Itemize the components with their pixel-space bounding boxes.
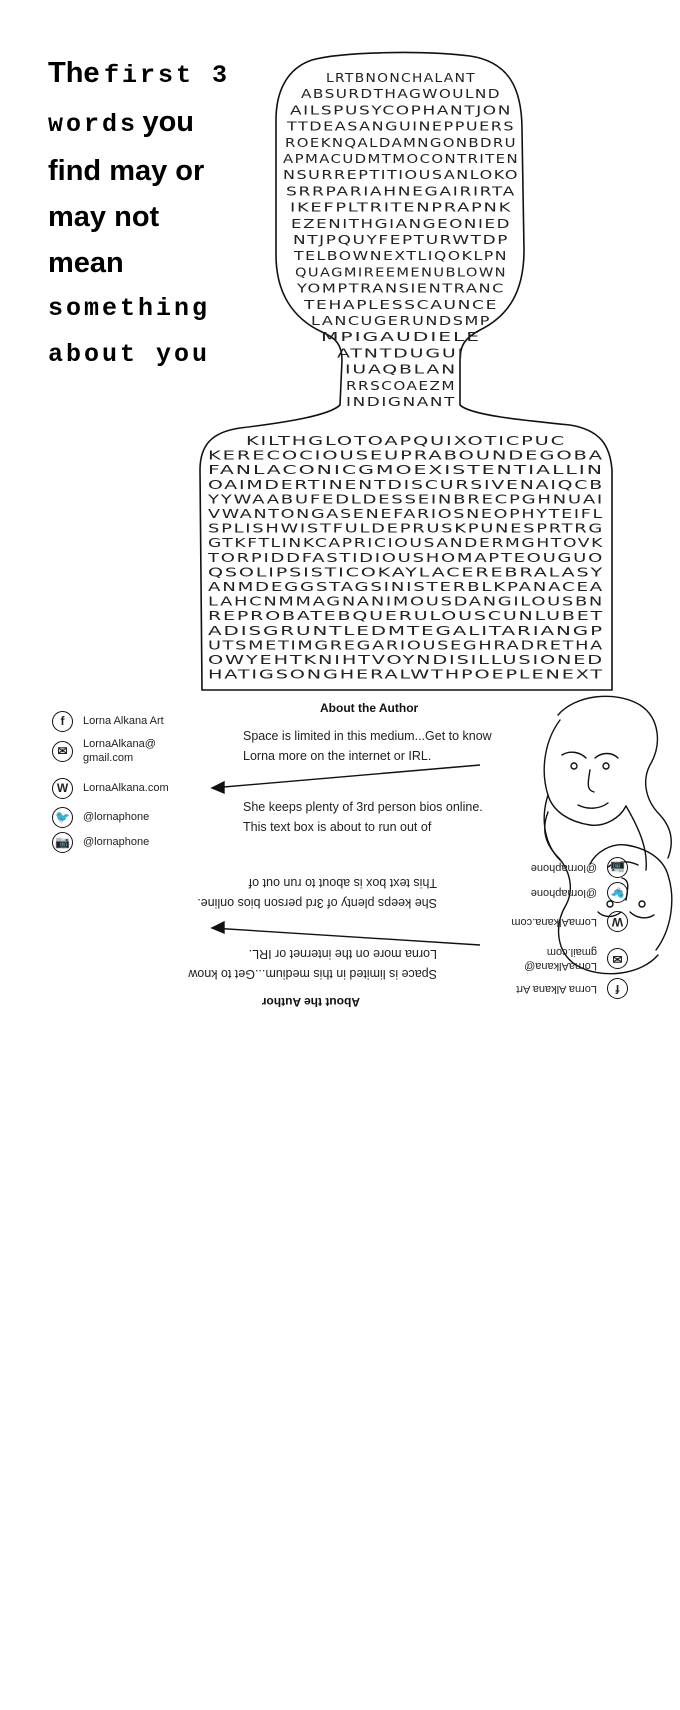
body-row-7: SPLISHWISTFULDEPRUSKPUNESPRTRG <box>208 520 604 536</box>
contact-item-mirrored[interactable] <box>511 908 628 936</box>
head-row-13: QUAGMIREEMENUBLOWN <box>295 264 507 280</box>
body-row-13: REPROBATEBQUERULOUSCUNLUBET <box>208 608 604 624</box>
word-search-head-rows <box>283 70 519 409</box>
head-row-12: TELBOWNEXTLIQOKLPN <box>292 248 508 264</box>
contact-label: LornaAlkana.com <box>511 916 597 928</box>
headline-line-7: about you <box>48 340 211 369</box>
body-row-10: QSOLIPSISTICOKAYLACEREBRALASY <box>208 564 604 580</box>
head-row-15: TEHAPLESSCAUNCE <box>302 296 498 312</box>
body-row-14: ADISGRUNTLEDMTEGALITARIANGP <box>208 622 604 638</box>
body-row-16: OWYEHTKNIHTVOYNDISILLUSIONED <box>208 652 604 667</box>
head-row-1: LRTBNONCHALANT <box>326 70 476 85</box>
word-search-body-rows <box>207 433 604 682</box>
twitter-icon: 🐦 <box>52 807 73 828</box>
contact-item[interactable] <box>52 707 164 735</box>
head-row-6: APMACUDMTMOCONTRITEN <box>283 151 519 166</box>
contact-label: LornaAlkana@ gmail.com <box>83 738 156 764</box>
headline-typewriter-first-3: first 3 <box>104 61 231 90</box>
headline-word-the: The <box>48 57 100 89</box>
body-row-15: UTSMETIMGREGARIOUSEGHRADRETHA <box>208 637 604 653</box>
instagram-icon: 📷 <box>607 858 628 879</box>
twitter-icon: 🐦 <box>607 883 628 904</box>
contact-item[interactable] <box>52 737 156 765</box>
head-row-17: MPIGAUDIELE <box>321 329 481 345</box>
head-row-19: IUAQBLAN <box>345 361 457 377</box>
contact-label: Lorna Alkana Art <box>516 983 597 995</box>
body-row-8: GTKFTLINKCAPRICIOUSANDERMGHTOVK <box>208 535 604 551</box>
contact-item[interactable] <box>52 774 169 802</box>
body-row-4: OAIMDERTINENTDISCURSIVENAIQCB <box>208 476 604 492</box>
about-paragraph-2: She keeps plenty of 3rd person bios online. This text box is about to run out of <box>243 800 483 834</box>
contact-label: @lornaphone <box>83 811 150 823</box>
author-face-bottom-drawing <box>545 812 672 974</box>
contact-label: @lornaphone <box>530 887 597 899</box>
contact-label: LornaAlkana.com <box>83 782 169 794</box>
body-row-17: HATIGSONGHERALWTHPOEPLENEXT <box>208 666 604 682</box>
body-row-2: KERECOCIOUSEUPRABOUNDEGOBA <box>208 447 604 463</box>
head-row-4: TTDEASANGUINEPPUERS <box>285 118 515 134</box>
contact-item[interactable] <box>52 803 149 831</box>
head-row-5: ROEKNQALDAMNGONBDRU <box>285 134 517 150</box>
head-row-8: SRRPARIAHNEGAIRIRTA <box>286 183 516 199</box>
head-row-21: INDIGNANT <box>346 394 456 409</box>
about-title: About the Author <box>320 701 419 715</box>
head-row-14: YOMPTRANSIENTRANC <box>295 280 505 296</box>
head-row-3: AILSPUSYCOPHANTJON <box>290 102 512 118</box>
contact-label: LornaAlkana@ gmail.com <box>524 946 597 972</box>
contact-item[interactable] <box>52 828 149 856</box>
arrow-lower <box>212 922 480 945</box>
about-title-mirrored: About the Author <box>261 995 360 1009</box>
contact-item-mirrored[interactable] <box>524 945 628 973</box>
body-row-3: FANLACONICGMOEXISTENTIALLIN <box>208 462 604 478</box>
contact-label: Lorna Alkana Art <box>83 715 164 727</box>
contact-label: @lornaphone <box>83 836 150 848</box>
body-row-6: VWANTONGASENEFARIOSNEOPHYTEIFL <box>208 506 604 521</box>
instagram-icon: 📷 <box>52 832 73 853</box>
head-row-7: NSURREPTITIOUSANLOKO <box>283 167 519 183</box>
head-row-20: RRSCOAEZM <box>346 377 456 393</box>
body-row-12: LAHCNMMAGNANIMOUSDANGILOUSBN <box>208 593 604 609</box>
contact-item-mirrored[interactable] <box>531 854 628 882</box>
headline-line-3: find may or <box>48 155 205 187</box>
head-row-16: LANCUGERUNDSMP <box>311 313 491 328</box>
contact-item-mirrored[interactable] <box>531 879 628 907</box>
body-row-1: KILTHGLOTOAPQUIXOTICPUC <box>246 433 566 448</box>
website-icon: W <box>52 778 73 799</box>
headline-line-5: mean <box>48 247 124 279</box>
headline-line-6: something <box>48 294 211 323</box>
website-icon: W <box>607 912 628 933</box>
facebook-icon: f <box>52 711 73 732</box>
head-row-18: ATNTDUGUI <box>337 345 465 361</box>
body-row-11: ANMDEGGSTAGSINISTERBLKPANACEA <box>208 579 604 594</box>
about-paragraph-1: Space is limited in this medium...Get to know Lorna more on the internet or IRL. <box>243 729 492 763</box>
contact-item-mirrored[interactable] <box>516 975 628 1003</box>
email-icon: ✉ <box>52 741 73 762</box>
headline-word-you: you <box>142 106 195 138</box>
silhouette-word-search <box>0 0 680 695</box>
body-row-5: YYWAABUFEDLDESSEINBRECPGHNUAI <box>206 491 605 507</box>
head-row-2: ABSURDTHAGWOULND <box>301 86 501 102</box>
head-row-10: EZENITHGIANGEONIED <box>291 215 511 231</box>
about-paragraph-1-mirrored: Space is limited in this medium...Get to know Lorna more on the internet or IRL. <box>188 947 437 981</box>
contact-label: @lornaphone <box>530 862 597 874</box>
head-row-9: IKEFPLTRITENPRAPNK <box>290 199 512 215</box>
author-face-top-drawing <box>544 696 671 870</box>
email-icon: ✉ <box>607 949 628 970</box>
headline-line-4: may not <box>48 201 160 233</box>
arrow-upper <box>212 765 480 793</box>
facebook-icon: f <box>607 979 628 1000</box>
body-row-9: TORPIDDFASTIDIOUSHOMAPTEOUGUO <box>206 549 605 565</box>
headline-typewriter-words: words <box>48 110 139 139</box>
head-row-11: NTJPQUYFEPTURWTDP <box>293 232 509 247</box>
about-paragraph-2-mirrored: She keeps plenty of 3rd person bios online. This text box is about to run out of <box>197 876 437 910</box>
